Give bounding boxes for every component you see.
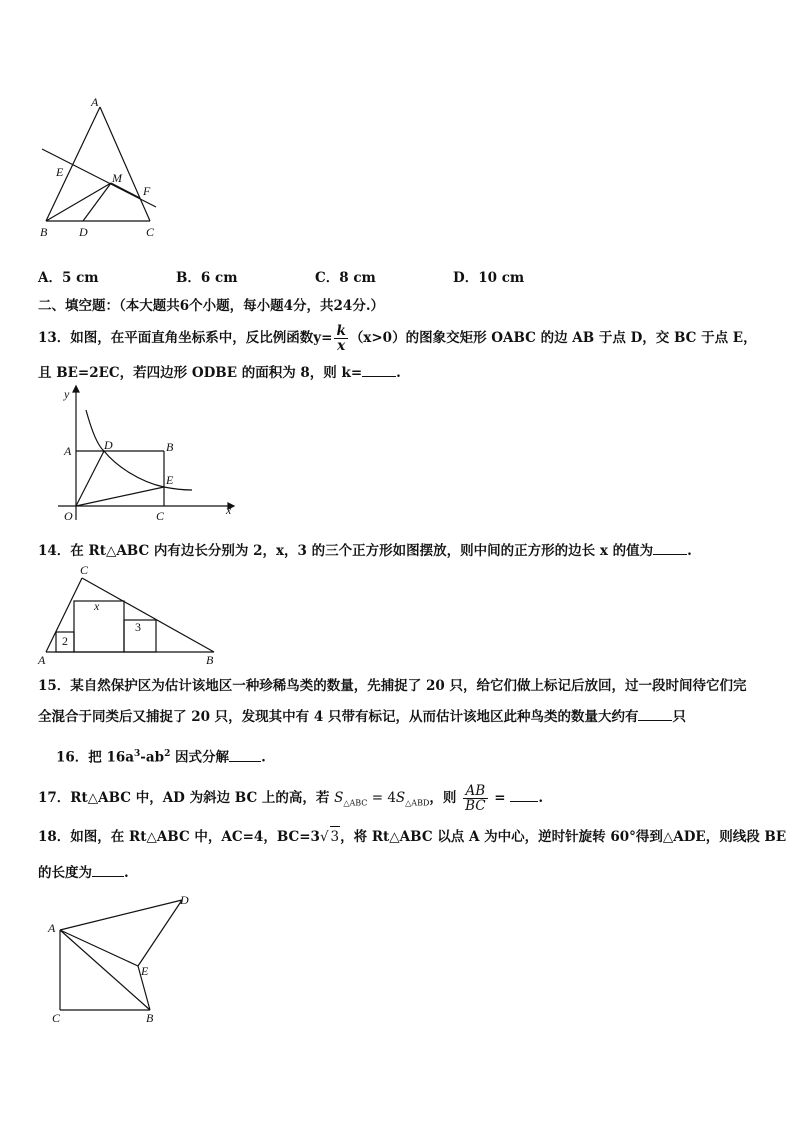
section-title: 二、填空题：（本大题共6个小题，每小题4分，共24分.） — [38, 298, 385, 314]
label-m: M — [112, 171, 122, 185]
label-d: D — [180, 893, 189, 907]
edge-ae — [60, 930, 138, 966]
label-c: C — [146, 225, 155, 239]
q18-pre: 18．如图，在 Rt△ABC 中，AC=4，BC=3 — [38, 829, 320, 845]
label-b: B — [206, 653, 214, 667]
label-a: A — [64, 444, 72, 458]
q17-end: . — [538, 790, 544, 806]
question-18-line1: 18．如图，在 Rt△ABC 中，AC=4，BC=3√ 3，将 Rt△ABC 以点 A 为中心，逆时针旋转 60°得到△ADE，则线段 BE — [38, 826, 786, 847]
label-d: D — [79, 225, 88, 239]
q17-post: = — [489, 790, 511, 806]
edge-de — [138, 900, 182, 966]
label-c: C — [156, 509, 165, 523]
axis-y-label: y — [64, 387, 70, 401]
q14-text: 14．在 Rt△ABC 内有边长分别为 2，x，3 的三个正方形如图摆放，则中间的正方形的边长 x 的值为 — [38, 543, 654, 559]
q13-text-2: （x>0）的图象交矩形 OABC 的边 AB 于点 D，交 BC 于点 E， — [349, 330, 757, 346]
q18-sqrt: 3 — [330, 826, 341, 847]
q17-pre: 17．Rt△ABC 中，AD 为斜边 BC 上的高，若 — [38, 790, 335, 806]
q17-mid: ，则 — [429, 790, 462, 806]
q15-text: 全混合于同类后又捕捉了 20 只，发现其中有 4 只带有标记，从而估计该地区此种鸟类的数量大约有 — [38, 709, 639, 725]
q18-end: . — [124, 865, 129, 881]
q12-option-a: A．5 cm — [38, 270, 99, 286]
q16-post: 因式分解 — [170, 749, 230, 766]
q16-sup2: 2 — [164, 749, 171, 759]
label-d: D — [104, 438, 113, 452]
label-f: F — [143, 184, 151, 198]
label-b: B — [40, 225, 48, 239]
q17-frac-num: AB — [463, 784, 488, 799]
label-e: E — [56, 165, 64, 179]
q17-s1: S — [334, 790, 344, 806]
q13-text-3: 且 BE=2EC，若四边形 ODBE 的面积为 8，则 k= — [38, 365, 363, 381]
q17-sub1: △ABC — [343, 798, 368, 808]
label-e: E — [166, 473, 174, 487]
label-o: O — [64, 509, 73, 523]
label-b: B — [146, 1011, 154, 1025]
label-x: x — [94, 599, 100, 613]
label-b: B — [166, 440, 174, 454]
q12-option-c: C．8 cm — [315, 270, 376, 286]
question-15-line1: 15．某自然保护区为估计该地区一种珍稀鸟类的数量，先捕捉了 20 只，给它们做上标记后放回，过一段时间待它们完 — [38, 678, 747, 694]
label-2: 2 — [62, 634, 68, 648]
label-c: C — [80, 563, 89, 577]
q17-s2: S — [395, 790, 406, 806]
q16-sup1: 3 — [134, 749, 141, 759]
q13-end: . — [396, 365, 401, 381]
q13-frac-den: x — [337, 338, 346, 354]
edge-ad — [60, 900, 182, 930]
label-a: A — [48, 921, 56, 935]
q12-option-b: B．6 cm — [176, 270, 238, 286]
q16-mid: -ab — [140, 749, 165, 766]
q18-line2: 的长度为 — [38, 865, 92, 881]
edge-ab — [60, 930, 150, 1010]
label-c: C — [52, 1011, 61, 1025]
label-3: 3 — [135, 620, 141, 634]
label-a: A — [38, 653, 46, 667]
q13-text-1: 13．如图，在平面直角坐标系中，反比例函数y= — [38, 330, 333, 346]
axis-x-label: x — [226, 503, 232, 517]
label-a: A — [91, 95, 99, 109]
q16-end: . — [261, 749, 266, 766]
q17-eq: = 4 — [367, 790, 396, 806]
q15-end: 只 — [672, 709, 686, 725]
q17-sub2: △ABD — [405, 798, 430, 808]
q13-frac-num: k — [336, 323, 346, 339]
label-e: E — [141, 964, 149, 978]
q16-pre: 16．把 16a — [56, 749, 135, 766]
q12-option-d: D．10 cm — [453, 270, 525, 286]
q17-frac-den: BC — [465, 798, 486, 814]
q14-end: . — [687, 543, 692, 559]
q18-post: ，将 Rt△ABC 以点 A 为中心，逆时针旋转 60°得到△ADE，则线段 BE — [340, 829, 787, 845]
